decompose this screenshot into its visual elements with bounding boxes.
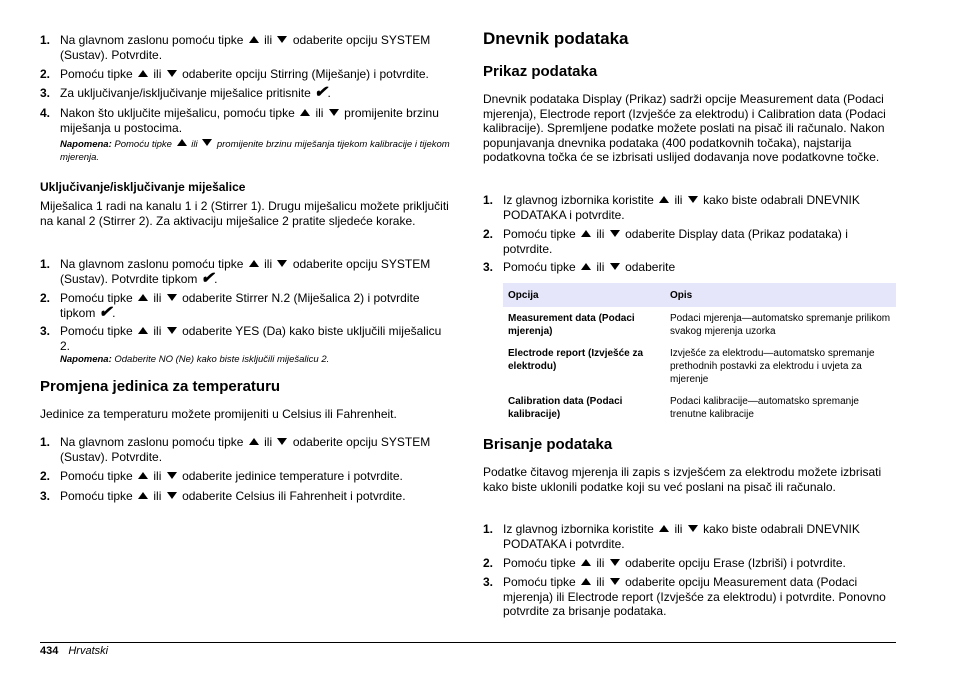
table-cell: Measurement data (Podaci mjerenja) [508, 313, 635, 337]
table-cell: Podaci mjerenja—automatsko spremanje prilikom svakog mjerenja uzorka [670, 313, 891, 337]
down-arrow-icon [277, 438, 287, 445]
step-c1: 1. Na glavnom zaslonu pomoću tipke ili odaberite opciju SYSTEM (Sustav). Potvrdite. [40, 435, 431, 464]
step-a3: 3. Za uključivanje/isključivanje miješalice pritisnite ✔. [40, 84, 331, 101]
down-arrow-icon [167, 327, 177, 334]
table-cell: Calibration data (Podaci kalibracije) [508, 396, 623, 420]
down-arrow-icon [610, 230, 620, 237]
down-arrow-icon [610, 559, 620, 566]
step-delete-1: 1. Iz glavnog izbornika koristite ili kako biste odabrali DNEVNIK PODATAKA i potvrdite. [483, 522, 860, 551]
heading-stirrer: Uključivanje/isključivanje miješalice [40, 180, 246, 194]
up-arrow-icon [177, 139, 187, 146]
table-row [503, 390, 896, 425]
step-a1: 1. Na glavnom zaslonu pomoću tipke ili odaberite opciju SYSTEM (Sustav). Potvrdite. [40, 33, 431, 62]
table-cell: Electrode report (Izvješće za elektrodu) [508, 348, 644, 372]
up-arrow-icon [138, 294, 148, 301]
up-arrow-icon [581, 559, 591, 566]
down-arrow-icon [688, 196, 698, 203]
step-a4: 4. Nakon što uključite miješalicu, pomoću tipke ili promijenite brzinu miješanja u postocima. [40, 106, 439, 135]
section-title: Dnevnik podataka [483, 29, 629, 48]
options-table [503, 283, 896, 425]
down-arrow-icon [610, 578, 620, 585]
checkmark-icon: ✔ [314, 84, 328, 101]
up-arrow-icon [249, 36, 259, 43]
down-arrow-icon [688, 525, 698, 532]
table-cell: Podaci kalibracije—automatsko spremanje trenutne kalibracije [670, 396, 859, 420]
up-arrow-icon [581, 230, 591, 237]
step-view-2: 2. Pomoću tipke ili odaberite Display data (Prikaz podataka) i potvrdite. [483, 227, 848, 256]
para-temperature: Jedinice za temperaturu možete promijeniti u Celsius ili Fahrenheit. [40, 407, 397, 421]
down-arrow-icon [167, 472, 177, 479]
up-arrow-icon [138, 492, 148, 499]
para-delete-data: Podatke čitavog mjerenja ili zapis s izvješćem za elektrodu možete izbrisati kako biste uklonili podatke koji su već poslani na pisač ili računalo. [483, 465, 882, 494]
down-arrow-icon [329, 109, 339, 116]
step-b3: 3. Pomoću tipke ili odaberite YES (Da) kako biste uključili miješalicu 2. [40, 324, 442, 353]
step-c3: 3. Pomoću tipke ili odaberite Celsius ili Fahrenheit i potvrdite. [40, 489, 406, 503]
footer-language: Hrvatski [68, 645, 109, 657]
up-arrow-icon [659, 525, 669, 532]
para-view-data: Dnevnik podataka Display (Prikaz) sadrži opcije Measurement data (Podaci mjerenja), Electrode report (Izvješće za elektrodu) i Calibration data (Podaci kalibracije). Spremljene podatke možete poslati na pisač ili računalo. Nakon popunjavanja dnevnika podataka (400 podatkovnih točaka), najstarija podatkovna točka će se izbrisati uslijed dodavanja nove podatkovne točke. [483, 92, 886, 164]
up-arrow-icon [581, 263, 591, 270]
up-arrow-icon [138, 472, 148, 479]
checkmark-icon: ✔ [200, 269, 215, 287]
page-number: 434 [40, 645, 59, 657]
heading-delete-data: Brisanje podataka [483, 436, 613, 453]
step-b1: 1. Na glavnom zaslonu pomoću tipke ili odaberite opciju SYSTEM (Sustav). Potvrdite tipkom ✔. [40, 257, 431, 287]
step-c2: 2. Pomoću tipke ili odaberite jedinice temperature i potvrdite. [40, 469, 403, 483]
checkmark-icon: ✔ [98, 303, 113, 321]
down-arrow-icon [167, 70, 177, 77]
table-header: Opis [665, 283, 896, 307]
step-b2: 2. Pomoću tipke ili odaberite Stirrer N.2 (Miješalica 2) i potvrdite tipkom ✔. [40, 291, 420, 321]
page-footer [40, 644, 108, 659]
down-arrow-icon [167, 492, 177, 499]
note-b: Napomena: Odaberite NO (Ne) kako biste isključili miješalicu 2. [60, 354, 330, 365]
step-a2: 2. Pomoću tipke ili odaberite opciju Stirring (Miješanje) i potvrdite. [40, 67, 429, 81]
up-arrow-icon [138, 70, 148, 77]
down-arrow-icon [610, 263, 620, 270]
down-arrow-icon [202, 139, 212, 146]
up-arrow-icon [300, 109, 310, 116]
footer-divider [40, 642, 896, 643]
up-arrow-icon [581, 578, 591, 585]
down-arrow-icon [277, 260, 287, 267]
table-cell: Izvješće za elektrodu—automatsko spremanje prethodnih postavki za elektrodu i uvjeta za mjerenje [670, 348, 875, 385]
table-header-row [503, 283, 896, 307]
up-arrow-icon [249, 438, 259, 445]
heading-temperature: Promjena jedinica za temperaturu [40, 378, 281, 395]
up-arrow-icon [249, 260, 259, 267]
table-header: Opcija [503, 283, 665, 307]
note-a: Napomena: Pomoću tipke ili promijenite brzinu miješanja tijekom kalibracije i tijekom mjerenja. [60, 139, 450, 163]
step-view-1: 1. Iz glavnog izbornika koristite ili kako biste odabrali DNEVNIK PODATAKA i potvrdite. [483, 193, 860, 222]
down-arrow-icon [277, 36, 287, 43]
up-arrow-icon [138, 327, 148, 334]
up-arrow-icon [659, 196, 669, 203]
table-row [503, 342, 896, 390]
step-view-3: 3. Pomoću tipke ili odaberite [483, 260, 676, 274]
table-row [503, 307, 896, 342]
step-delete-3: 3. Pomoću tipke ili odaberite opciju Measurement data (Podaci mjerenja) ili Electrode report (Izvješće za elektrodu) i potvrdite. Ponovno potvrdite za brisanje podataka. [483, 575, 886, 618]
down-arrow-icon [167, 294, 177, 301]
heading-view-data: Prikaz podataka [483, 63, 598, 80]
step-delete-2: 2. Pomoću tipke ili odaberite opciju Erase (Izbriši) i potvrdite. [483, 556, 846, 570]
para-stirrer: Miješalica 1 radi na kanalu 1 i 2 (Stirrer 1). Drugu miješalicu možete priključiti na kanal 2 (Stirrer 2). Za aktivaciju miješalice 2 pratite sljedeće korake. [40, 199, 449, 228]
